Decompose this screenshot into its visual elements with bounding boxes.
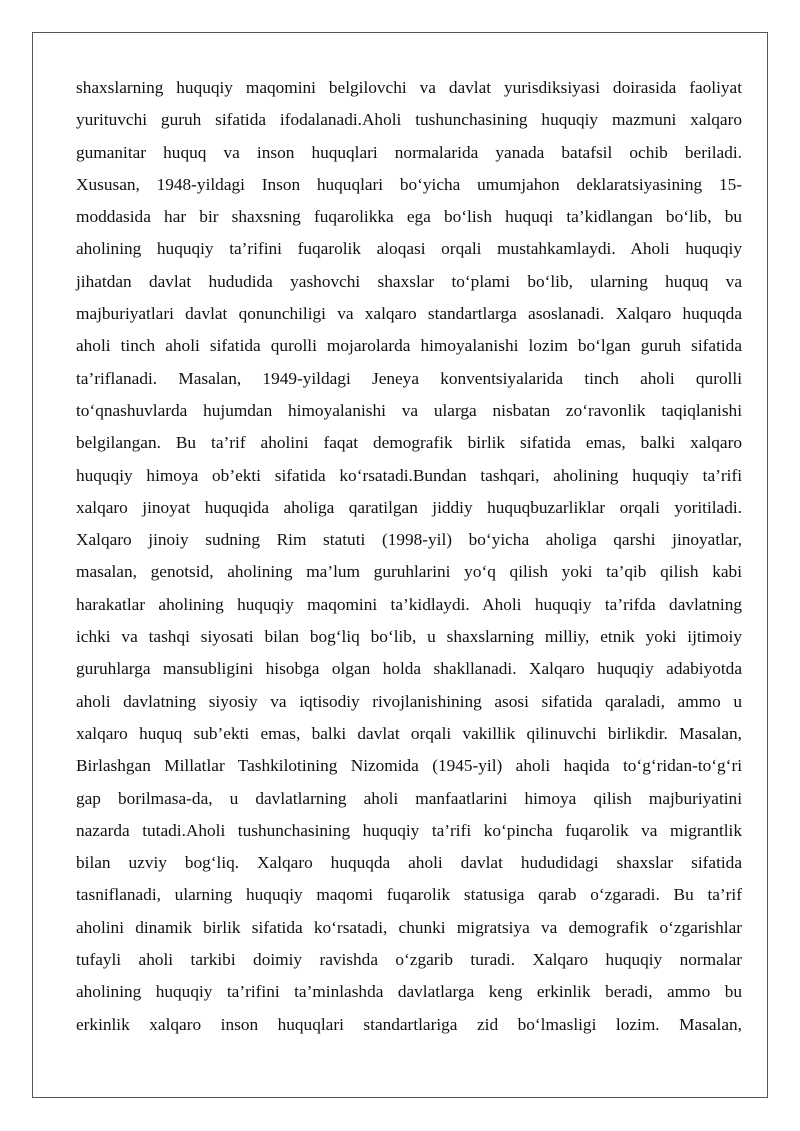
text-line: jihatdan davlat hududida yashovchi shaxslar to‘plami bo‘lib, ularning huquq va xyxy=(76,271,742,291)
text-line: aholi tinch aholi sifatida qurolli mojarolarda himoyalanishi lozim bo‘lgan guruh sifatida xyxy=(76,336,742,356)
text-line: to‘qnashuvlarda hujumdan himoyalanishi va ularga nisbatan zo‘ravonlik taqiqlanishi xyxy=(76,400,742,420)
text-line: shaxslarning huquqiy maqomini belgilovchi va davlat yurisdiksiyasi doirasida faoliyat xyxy=(76,78,742,97)
text-line: ta’riflanadi. Masalan, 1949-yildagi Jeneya konventsiyalarida tinch aholi qurolli xyxy=(76,368,742,388)
text-line: Xalqaro jinoiy sudning Rim statuti (1998-yil) bo‘yicha aholiga qarshi jinoyatlar, xyxy=(76,530,742,550)
text-line: xalqaro huquq sub’ekti emas, balki davlat orqali vakillik qilinuvchi birlikdir. Masalan, xyxy=(76,723,742,743)
text-line: tufayli aholi tarkibi doimiy ravishda o‘zgarib turadi. Xalqaro huquqiy normalar xyxy=(76,950,742,970)
text-line: aholini dinamik birlik sifatida ko‘rsatadi, chunki migratsiya va demografik o‘zgarishlar xyxy=(76,917,742,937)
text-line: xalqaro jinoyat huquqida aholiga qaratilgan jiddiy huquqbuzarliklar orqali yoritiladi. xyxy=(76,497,742,517)
text-line: ichki va tashqi siyosati bilan bog‘liq bo‘lib, u shaxslarning milliy, etnik yoki ijtimoiy xyxy=(76,627,742,647)
text-line: aholi davlatning siyosiy va iqtisodiy rivojlanishining asosi sifatida qaraladi, ammo u xyxy=(76,691,742,711)
text-line: guruhlarga mansubligini hisobga olgan holda shakllanadi. Xalqaro huquqiy adabiyotda xyxy=(76,659,742,679)
text-line: moddasida har bir shaxsning fuqarolikka ega bo‘lish huquqi ta’kidlangan bo‘lib, bu xyxy=(76,207,742,227)
body-paragraph xyxy=(76,72,742,1041)
text-line: masalan, genotsid, aholining ma’lum guruhlarini yo‘q qilish yoki ta’qib qilish kabi xyxy=(76,562,742,582)
text-line: gumanitar huquq va inson huquqlari normalarida yanada batafsil ochib beriladi. xyxy=(76,142,742,162)
text-line: nazarda tutadi.Aholi tushunchasining huquqiy ta’rifi ko‘pincha fuqarolik va migrantlik xyxy=(76,820,742,840)
text-line: erkinlik xalqaro inson huquqlari standartlariga zid bo‘lmasligi lozim. Masalan, xyxy=(76,1014,742,1034)
text-line: belgilangan. Bu ta’rif aholini faqat demografik birlik sifatida emas, balki xalqaro xyxy=(76,433,742,453)
text-line: bilan uzviy bog‘liq. Xalqaro huquqda aholi davlat hududidagi shaxslar sifatida xyxy=(76,853,742,873)
text-line: Xususan, 1948-yildagi Inson huquqlari bo‘yicha umumjahon deklaratsiyasining 15- xyxy=(76,174,742,194)
text-line: Birlashgan Millatlar Tashkilotining Nizomida (1945-yil) aholi haqida to‘g‘ridan-to‘g‘ri xyxy=(76,756,742,776)
text-line: huquqiy himoya ob’ekti sifatida ko‘rsatadi.Bundan tashqari, aholining huquqiy ta’rifi xyxy=(76,465,742,485)
text-line: gap borilmasa-da, u davlatlarning aholi manfaatlarini himoya qilish majburiyatini xyxy=(76,788,742,808)
text-line: aholining huquqiy ta’rifini fuqarolik aloqasi orqali mustahkamlaydi. Aholi huquqiy xyxy=(76,239,742,259)
text-line: aholining huquqiy ta’rifini ta’minlashda davlatlarga keng erkinlik beradi, ammo bu xyxy=(76,982,742,1002)
text-line: harakatlar aholining huquqiy maqomini ta’kidlaydi. Aholi huquqiy ta’rifda davlatning xyxy=(76,594,742,614)
text-line: yurituvchi guruh sifatida ifodalanadi.Aholi tushunchasining huquqiy mazmuni xalqaro xyxy=(76,110,742,130)
text-line: tasniflanadi, ularning huquqiy maqomi fuqarolik statusiga qarab o‘zgaradi. Bu ta’rif xyxy=(76,885,742,905)
text-line: majburiyatlari davlat qonunchiligi va xalqaro standartlarga asoslanadi. Xalqaro huquqda xyxy=(76,304,742,324)
